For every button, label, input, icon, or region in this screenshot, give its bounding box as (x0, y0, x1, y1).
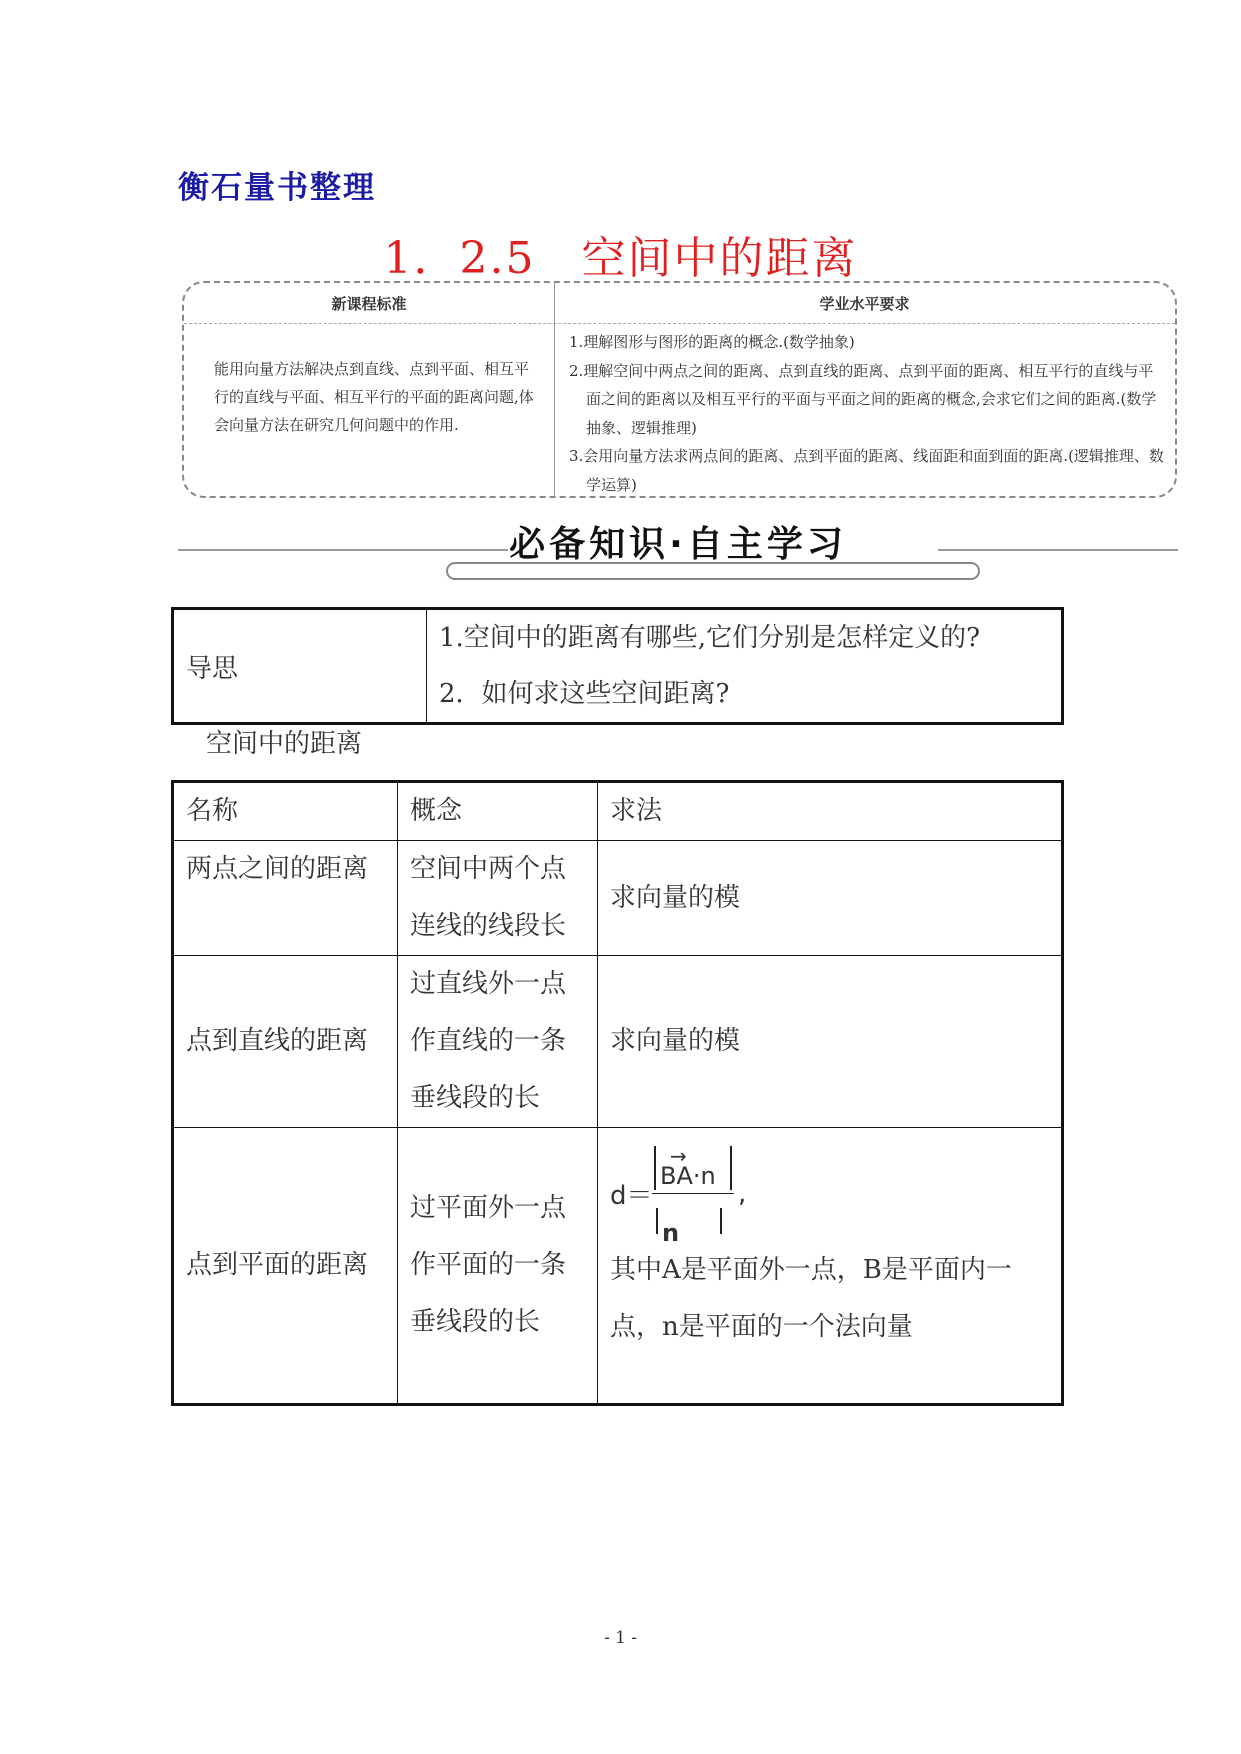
requirement-item: 1.理解图形与图形的距离的概念.(数学抽象) (569, 333, 855, 351)
row-concept: 过平面外一点作平面的一条垂线段的长 (398, 1128, 598, 1405)
standards-text: 能用向量方法解决点到直线、点到平面、相互平行的直线与平面、相互平行的平面的距离问题,体会向量方法在研究几何问题中的作用. (214, 360, 534, 434)
guide-question-1: 1.空间中的距离有哪些,它们分别是怎样定义的? (439, 623, 981, 653)
guide-question-2: 2．如何求这些空间距离? (439, 679, 730, 709)
header-method: 求法 (598, 782, 1063, 841)
formula-note: 其中A是平面外一点，B是平面内一点，n是平面的一个法向量 (610, 1255, 1012, 1342)
requirements-header: 学业水平要求 (819, 295, 910, 313)
header-name: 名称 (173, 782, 398, 841)
guide-label: 导思 (173, 609, 427, 724)
abs-bar-left (654, 1146, 656, 1190)
norm-bar-left (656, 1208, 658, 1234)
row-name: 点到平面的距离 (173, 1128, 398, 1405)
organization-name: 衡石量书整理 (178, 170, 376, 206)
header-divider (184, 323, 1175, 324)
vector-arrow: → (670, 1144, 687, 1168)
row-name: 点到直线的距离 (173, 956, 398, 1128)
fraction-bar (652, 1193, 734, 1194)
header-concept: 概念 (398, 782, 598, 841)
section-banner (178, 516, 1178, 586)
norm-bar-right (720, 1208, 722, 1234)
abs-bar-right (730, 1146, 732, 1190)
requirements-list (566, 328, 1166, 499)
row-method: 求向量的模 (598, 841, 1063, 956)
page-number: - 1 - (603, 1628, 638, 1648)
requirement-item: 3.会用向量方法求两点间的距离、点到平面的距离、线面距和面到面的距离.(逻辑推理、数学运算) (569, 447, 1164, 494)
formula-lhs: d＝ (610, 1181, 653, 1211)
formula-numerator: BA·n (660, 1162, 716, 1190)
curriculum-standards-box (182, 281, 1177, 498)
banner-title: 必备知识·自主学习 (509, 524, 847, 565)
formula-comma: , (738, 1179, 747, 1209)
column-divider (554, 283, 555, 496)
guide-questions (427, 609, 1063, 724)
section-title: 空间中的距离 (206, 729, 363, 759)
guide-table (171, 607, 1064, 725)
row-name: 两点之间的距离 (173, 841, 398, 956)
distance-table (171, 780, 1064, 1406)
row-concept: 空间中两个点连线的线段长 (398, 841, 598, 956)
standards-header: 新课程标准 (331, 295, 407, 313)
distance-formula (610, 1142, 1049, 1247)
row-method (598, 1128, 1063, 1405)
formula-denominator: n (662, 1219, 680, 1247)
row-method: 求向量的模 (598, 956, 1063, 1128)
requirement-item: 2.理解空间中两点之间的距离、点到直线的距离、点到平面的距离、相互平行的直线与平面之间的距离以及相互平行的平面与平面之间的距离的概念,会求它们之间的距离.(数学抽象、逻辑推理) (569, 361, 1157, 437)
row-concept: 过直线外一点作直线的一条垂线段的长 (398, 956, 598, 1128)
lesson-title: 1．2.5 空间中的距离 (383, 233, 858, 284)
